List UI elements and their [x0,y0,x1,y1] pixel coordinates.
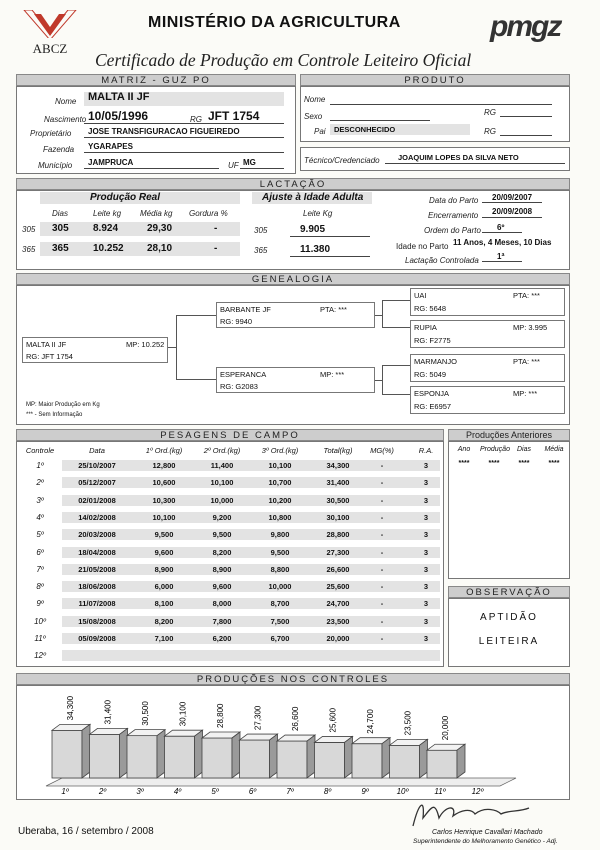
pesagens-cell: 11,400 [210,461,234,470]
pesagens-cell: 7,800 [212,616,232,626]
pesagens-cell: 10,100 [268,461,292,470]
avo1-name: UAI [414,291,427,300]
producao-period: 365 [22,245,36,254]
pesagens-cell: 30,100 [326,512,350,522]
pesagens-cell: 9,600 [212,582,232,592]
chart-bar [315,742,345,778]
lactacao-controlada: 1ª [497,252,505,261]
produto-pai: DESCONHECIDO [334,125,396,134]
pesagens-cell: 3 [423,530,429,540]
chart-bar-side [345,736,353,778]
matriz-rg-label: RG [190,115,202,124]
pesagens-cell: 8,200 [154,616,174,626]
idade-label: Idade no Parto [396,242,449,251]
pesagens-cell: 12º [34,651,46,661]
matriz-nascimento-label: Nascimento [44,115,87,124]
produto-nome-label: Nome [304,95,326,104]
signature [405,796,535,830]
pesagens-cell: - [380,616,384,626]
chart-value-label: 30,500 [141,701,150,726]
pesagens-cell: 28,800 [326,530,350,540]
pesagens-cell: 7,500 [270,616,290,626]
tecnico-label: Técnico/Credenciado [304,156,380,165]
pesagens-cell: 31,400 [326,478,350,488]
producao-leite: 10.252 [93,243,124,254]
pesagens-cell: 3 [423,461,429,470]
pesagens-cell: 10,600 [152,478,176,488]
chart-value-label: 23,500 [403,710,413,736]
observacao-line2: LEITEIRA [478,636,540,647]
pesagens-bar: PESAGENS DE CAMPO [16,429,444,441]
dias-label: Dias [52,209,69,218]
matriz-uf: MG [243,158,256,167]
chart-category-label: 11º [434,787,446,796]
pesagens-cell: 30,500 [326,495,350,505]
chart-category-label: 7º [286,787,294,796]
animal-name: MALTA II JF [26,340,67,349]
chart-value-label: 30,100 [178,701,188,727]
avo2-rg: RG: F2775 [414,336,451,345]
pesagens-cell: 2º [36,478,44,488]
pesagens-cell: 9,500 [212,530,232,540]
chart-bar-side [270,734,278,778]
pesagens-cell: 1º [36,461,44,470]
encerramento: 20/09/2008 [492,207,533,216]
matriz-bar: MATRIZ - GUZ PO [16,74,296,86]
pesagens-cell: - [380,564,384,574]
genealogia-bar: GENEALOGIA [16,273,570,285]
producao-media: 28,10 [147,243,173,254]
pesagens-cell: 8,200 [212,547,232,557]
chart-value-label: 28,800 [216,703,225,728]
chart-category-label: 4º [173,787,182,796]
avo3-rg: RG: 5049 [414,370,447,379]
anteriores-value: **** [488,460,500,467]
pai-rg: RG: 9940 [220,317,253,326]
chart-bar [352,744,382,778]
producao-real-title: Produção Real [90,192,161,203]
chart-floor [46,778,516,786]
pesagens-cell: 10,000 [210,495,234,505]
pesagens-cell: 10,100 [152,512,176,522]
pesagens-cell: 10,200 [268,495,292,505]
abcz-logo [14,10,86,56]
anteriores-value: **** [458,460,470,467]
chart-bar [127,736,157,778]
pesagens-cell: 8,000 [212,599,232,609]
pesagens-cell: 3 [423,634,429,643]
chart-bar-side [232,732,240,778]
producao-row-bg [40,242,240,256]
pesagens-header: MG(%) [370,446,394,455]
pesagens-cell: 9,600 [154,547,174,557]
ajuste-line [290,256,370,257]
pesagens-cell: 3 [423,616,429,626]
avo4-rg: RG: E6957 [414,402,452,411]
pesagens-cell: 9,200 [212,512,232,522]
pesagens-cell: 20,000 [326,634,350,643]
chart-bar-side [82,724,90,778]
pesagens-cell: 27,300 [326,547,350,557]
pesagens-cell: 8,900 [154,564,174,574]
chart-category-label: 8º [323,787,332,796]
pesagens-cell: 8,900 [212,564,232,574]
avo3-name: MARMANJO [414,357,457,366]
pesagens-header: 3º Ord.(kg) [261,446,299,455]
pesagens-cell: - [380,495,384,505]
chart-category-label: 10º [396,787,409,796]
chart-value-label: 31,400 [103,699,113,725]
chart-value-label: 24,700 [366,709,375,734]
abcz-logo-text: ABCZ [32,41,68,56]
produto-bar: PRODUTO [300,74,570,86]
page-title: MINISTÉRIO DA AGRICULTURA [148,14,401,31]
pesagens-cell: 10,100 [210,478,234,488]
data-parto-label: Data do Parto [429,196,479,205]
pesagens-cell: 20/03/2008 [78,530,116,540]
ajuste-period: 365 [254,246,268,255]
tecnico-name: JOAQUIM LOPES DA SILVA NETO [398,153,519,162]
ajuste-title: Ajuste à Idade Adulta [262,192,364,203]
pesagens-cell: - [380,530,384,540]
matriz-nome-label: Nome [55,97,77,106]
producao-media: 29,30 [147,223,173,234]
pesagens-cell: 10,800 [268,512,292,522]
produto-pai-label: Pai [314,127,326,136]
animal-rg: RG: JFT 1754 [26,352,73,361]
pesagens-cell: 3º [36,495,44,505]
avo3-pta: PTA: *** [513,357,540,366]
pesagens-cell: - [380,547,384,557]
pesagens-cell: 8,800 [270,564,290,574]
producao-dias: 305 [52,223,69,234]
pesagens-cell: 15/08/2008 [78,616,116,626]
ordem: 6º [497,223,505,232]
pesagens-cell: 10,700 [268,478,292,488]
pesagens-cell: 4º [36,512,44,522]
producao-row-bg [40,222,240,236]
lactacao-controlada-label: Lactação Controlada [405,256,479,265]
place-date: Uberaba, 16 / setembro / 2008 [18,826,154,837]
anteriores-value: **** [518,460,530,467]
producao-period: 305 [22,225,36,234]
production-chart [16,685,570,800]
abcz-chevron-icon [14,10,86,38]
matriz-fazenda: YGARAPES [88,142,133,151]
pesagens-cell: 10º [34,616,46,626]
chart-category-label: 2º [98,787,107,796]
matriz-municipio: JAMPRUCA [88,158,134,167]
anteriores-header: Produção [480,446,510,453]
encerramento-label: Encerramento [428,211,479,220]
avo2-name: RUPIA [414,323,437,332]
pesagens-row-bg [62,650,440,661]
pmgz-logo: pmgz [490,10,561,43]
matriz-nascimento: 10/05/1996 [88,109,149,123]
produto-rg2-label: RG [484,127,496,136]
anteriores-header: Dias [516,446,531,453]
producao-gordura: - [214,223,218,234]
anteriores-bar: Produções Anteriores [448,429,570,441]
chart-bar [52,730,82,778]
pai-pta: PTA: *** [320,305,347,314]
signer-role: Superintendente do Melhoramento Genético - Adj. [413,838,558,845]
pesagens-cell: 7º [36,564,44,574]
chart-bar [240,740,270,778]
pesagens-cell: 25/10/2007 [78,461,116,470]
certificate-subtitle: Certificado de Produção em Controle Leiteiro Oficial [95,50,472,70]
chart-bar-side [307,735,315,778]
anteriores-header: Média [544,446,564,453]
animal-mp: MP: 10.252 [126,340,165,349]
pesagens-cell: 8º [36,582,44,592]
pesagens-cell: 3 [423,478,429,488]
ajuste-leite: 9.905 [300,224,326,235]
pesagens-cell: 8,700 [270,599,290,609]
observacao-bar: OBSERVAÇÃO [448,586,570,598]
pesagens-cell: 24,700 [326,599,350,609]
pesagens-cell: 12,800 [152,461,176,470]
pesagens-header: Data [89,446,105,455]
pesagens-cell: 10,300 [152,495,176,505]
producao-leite: 8.924 [93,223,119,234]
chart-category-label: 12º [471,787,484,796]
data-parto: 20/09/2007 [492,193,533,202]
avo1-rg: RG: 5648 [414,304,447,313]
producao-gordura: - [214,243,218,254]
pesagens-cell: 10,000 [268,582,292,592]
pesagens-cell: 3 [423,495,429,505]
produto-rg-label: RG [484,108,496,117]
pesagens-cell: 3 [423,547,429,557]
avo4-name: ESPONJA [414,389,450,398]
pesagens-cell: - [380,599,384,609]
chart-bar-side [382,738,390,778]
ajuste-line [290,236,370,237]
ajuste-leite: 11.380 [300,244,331,255]
leite-label: Leite kg [93,209,122,218]
chart-category-label: 9º [361,787,369,796]
pesagens-cell: 11º [34,634,46,643]
chart-bar-side [157,730,165,778]
signer-name: Carlos Henrique Cavallari Machado [432,829,543,836]
pesagens-cell: 3 [423,512,429,522]
chart-bar [202,738,232,778]
mae-name: ESPERANCA [220,370,267,379]
chart-bar [165,736,195,778]
pesagens-header: R.A. [418,446,434,455]
chart-bar-side [420,739,428,778]
lactacao-bar: LACTAÇÃO [16,178,570,190]
pesagens-cell: 23,500 [326,616,350,626]
pesagens-cell: - [380,582,384,592]
pai-name: BARBANTE JF [220,305,271,314]
pesagens-cell: 18/04/2008 [78,547,116,557]
chart-bar-side [195,730,203,778]
chart-bar [427,750,457,778]
avo4-mp: MP: *** [513,389,538,398]
media-label: Média kg [140,209,173,218]
pesagens-cell: 6º [36,547,44,557]
pesagens-cell: 25,600 [326,582,350,592]
genealogia-legend-sem-info: *** - Sem Informação [26,412,83,418]
pesagens-header: Controle [25,446,55,455]
pesagens-cell: 34,300 [326,461,350,470]
pesagens-cell: 8,100 [154,599,174,609]
pesagens-cell: - [380,634,384,643]
pesagens-cell: 05/12/2007 [78,478,116,488]
pesagens-cell: 21/05/2008 [78,564,116,574]
matriz-proprietario-label: Proprietário [30,129,72,138]
produto-sexo-label: Sexo [304,112,323,121]
ajuste-leite-label: Leite Kg [303,209,333,218]
chart-category-label: 1º [61,787,69,796]
idade: 11 Anos, 4 Meses, 10 Dias [453,238,552,247]
matriz-proprietario: JOSE TRANSFIGURACAO FIGUEIREDO [88,127,240,136]
pesagens-cell: 5º [36,530,44,540]
observacao-box [448,598,570,667]
chart-title-bar: PRODUÇÕES NOS CONTROLES [16,673,570,685]
mae-mp: MP: *** [320,370,345,379]
gordura-label: Gordura % [189,209,228,218]
pesagens-cell: 7,100 [154,634,174,643]
matriz-nome: MALTA II JF [88,91,150,103]
matriz-rg: JFT 1754 [208,109,260,123]
mae-rg: RG: G2083 [220,382,258,391]
avo2-mp: MP: 3.995 [513,323,548,332]
chart-value-label: 27,300 [253,705,263,731]
pesagens-cell: 6,000 [154,582,174,592]
pesagens-cell: 9,500 [154,530,174,540]
producao-dias: 365 [52,243,69,254]
pesagens-cell: 18/06/2008 [78,582,116,592]
pesagens-cell: 6,200 [212,634,232,643]
chart-bar-side [457,744,465,778]
pesagens-cell: 02/01/2008 [78,495,116,505]
pesagens-cell: 6,700 [270,634,290,643]
pesagens-header: 2º Ord.(kg) [203,446,241,455]
matriz-fazenda-label: Fazenda [43,145,75,154]
avo1-pta: PTA: *** [513,291,540,300]
pesagens-cell: 05/09/2008 [78,634,116,643]
chart-value-label: 25,600 [328,707,338,733]
anteriores-value: **** [548,460,560,467]
chart-category-label: 3º [136,787,144,796]
pesagens-cell: 3 [423,599,429,609]
matriz-municipio-label: Município [38,161,73,170]
matriz-uf-label: UF [228,161,239,170]
genealogia-legend-mp: MP: Maior Produção em Kg [26,402,100,408]
chart-value-label: 34,300 [66,695,75,721]
chart-value-label: 20,000 [441,715,450,741]
chart-value-label: 26,600 [291,706,300,732]
chart-bar [277,741,307,778]
pesagens-cell: - [380,478,384,488]
pesagens-cell: - [380,461,384,470]
pesagens-header: Total(kg) [323,446,353,455]
chart-bar [390,745,420,778]
pesagens-cell: 9,500 [270,547,290,557]
ordem-label: Ordem do Parto [424,226,481,235]
anteriores-header: Ano [457,446,471,453]
ajuste-period: 305 [254,226,268,235]
chart-category-label: 6º [248,787,257,796]
observacao-line1: APTIDÃO [480,612,538,623]
chart-bar [90,734,120,778]
pesagens-cell: - [380,512,384,522]
pesagens-cell: 3 [423,564,429,574]
chart-category-label: 5º [211,787,219,796]
pesagens-header: 1º Ord.(kg) [145,446,183,455]
pesagens-cell: 9,800 [270,530,290,540]
pesagens-cell: 26,600 [326,564,350,574]
pesagens-cell: 11/07/2008 [78,599,116,609]
pesagens-cell: 14/02/2008 [78,512,116,522]
pesagens-cell: 3 [423,582,429,592]
pesagens-cell: 9º [36,599,44,609]
